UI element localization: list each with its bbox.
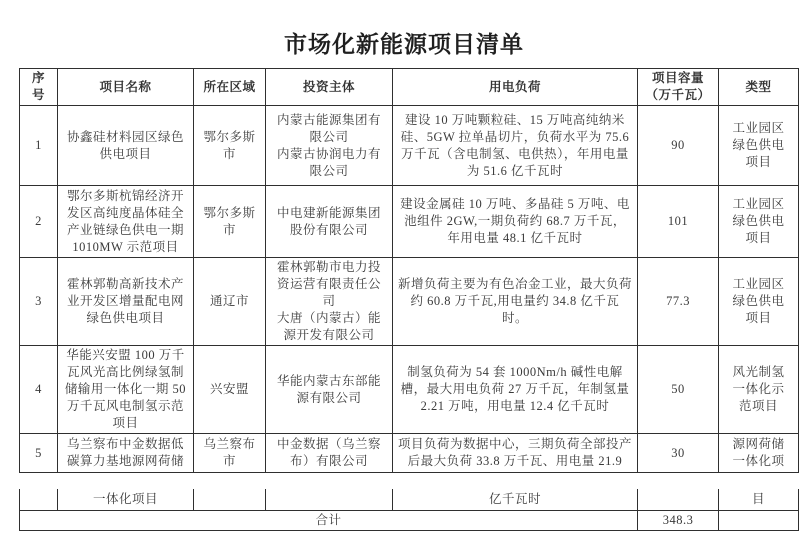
investor-name: 内蒙古协润电力有限公司 — [276, 146, 381, 178]
col-header-project-name: 项目名称 — [58, 69, 194, 106]
cell-region: 鄂尔多斯市 — [194, 186, 266, 258]
total-row — [20, 510, 799, 530]
cell-load: 建设金属硅 10 万吨、多晶硅 5 万吨、电池组件 2GW,一期负荷约 68.7 万千瓦，年用电量 48.1 亿千瓦时 — [393, 186, 638, 258]
cell-seq: 4 — [20, 346, 58, 434]
cell-region: 乌兰察布市 — [194, 434, 266, 473]
investor-name: 中金数据（乌兰察布）有限公司 — [276, 437, 381, 468]
continuation-row — [20, 489, 799, 510]
cell-load: 建设 10 万吨颗粒硅、15 万吨高纯纳米硅、5GW 拉单晶切片，负荷水平为 75.6 万千瓦（含电制氢、电供热），年用电量为 51.6 亿千瓦时 — [393, 106, 638, 186]
cell-load: 新增负荷主要为有色冶金工业，最大负荷约 60.8 万千瓦,用电量约 34.8 亿千瓦时。 — [393, 258, 638, 346]
col-header-investor: 投资主体 — [266, 69, 393, 106]
cell-region-empty — [194, 489, 266, 510]
total-capacity-cell: 348.3 — [638, 510, 719, 530]
cell-seq: 3 — [20, 258, 58, 346]
cell-capacity-empty — [638, 489, 719, 510]
cell-investor — [266, 346, 393, 434]
col-header-region: 所在区域 — [194, 69, 266, 106]
cell-capacity: 101 — [638, 186, 719, 258]
cell-capacity: 50 — [638, 346, 719, 434]
page-title: 市场化新能源项目清单 — [284, 31, 524, 57]
cell-type: 风光制氢一体化示范项目 — [719, 346, 799, 434]
cell-load-continued: 亿千瓦时 — [393, 489, 638, 510]
cell-region: 鄂尔多斯市 — [194, 106, 266, 186]
investor-name: 华能内蒙古东部能源有限公司 — [276, 373, 381, 405]
cell-project-name-continued: 一体化项目 — [58, 489, 194, 510]
investor-name: 内蒙古能源集团有限公司 — [276, 112, 381, 144]
cell-seq: 1 — [20, 106, 58, 186]
table-row — [20, 258, 799, 346]
cell-region: 通辽市 — [194, 258, 266, 346]
table-row — [20, 346, 799, 434]
cell-investor-empty — [266, 489, 393, 510]
cell-type: 工业园区绿色供电项目 — [719, 258, 799, 346]
cell-seq-empty — [20, 489, 58, 510]
investor-name: 霍林郭勒市电力投资运营有限责任公司 — [276, 260, 381, 308]
cell-seq: 5 — [20, 434, 58, 473]
cell-type: 工业园区绿色供电项目 — [719, 186, 799, 258]
cell-investor — [266, 434, 393, 473]
col-header-capacity: 项目容量（万千瓦） — [638, 69, 719, 106]
cell-project-name: 鄂尔多斯杭锦经济开发区高纯度晶体硅全产业链绿色供电一期 1010MW 示范项目 — [58, 186, 194, 258]
table-row — [20, 186, 799, 258]
cell-project-name: 乌兰察布中金数据低碳算力基地源网荷储 — [58, 434, 194, 473]
cell-seq: 2 — [20, 186, 58, 258]
cell-project-name: 霍林郭勒高新技术产业开发区增量配电网绿色供电项目 — [58, 258, 194, 346]
table-row — [20, 106, 799, 186]
cell-capacity: 77.3 — [638, 258, 719, 346]
cell-capacity: 90 — [638, 106, 719, 186]
cell-type: 工业园区绿色供电项目 — [719, 106, 799, 186]
cell-type-continued: 目 — [719, 489, 799, 510]
projects-table-continuation — [19, 489, 799, 531]
cell-type: 源网荷储一体化项 — [719, 434, 799, 473]
projects-table — [19, 68, 799, 473]
header-row — [20, 69, 799, 106]
col-header-type: 类型 — [719, 69, 799, 106]
cell-project-name: 华能兴安盟 100 万千瓦风光高比例绿氢制储输用一体化一期 50 万千瓦风电制氢示范项目 — [58, 346, 194, 434]
col-header-seq-label: 序号 — [31, 71, 45, 102]
cell-load: 项目负荷为数据中心，三期负荷全部投产后最大负荷 33.8 万千瓦、用电量 21.9 — [393, 434, 638, 473]
total-type-empty-cell — [719, 510, 799, 530]
cell-region: 兴安盟 — [194, 346, 266, 434]
col-header-seq — [20, 69, 58, 106]
table-row — [20, 434, 799, 473]
investor-name: 中电建新能源集团股份有限公司 — [276, 205, 381, 237]
cell-capacity: 30 — [638, 434, 719, 473]
cell-investor — [266, 106, 393, 186]
total-label-cell: 合计 — [20, 510, 638, 530]
cell-project-name: 协鑫硅材料园区绿色供电项目 — [58, 106, 194, 186]
cell-load: 制氢负荷为 54 套 1000Nm/h 碱性电解槽，最大用电负荷 27 万千瓦，年制氢量 2.21 万吨，用电量 12.4 亿千瓦时 — [393, 346, 638, 434]
cell-investor — [266, 258, 393, 346]
investor-name: 大唐（内蒙古）能源开发有限公司 — [276, 311, 381, 342]
cell-investor — [266, 186, 393, 258]
col-header-load: 用电负荷 — [393, 69, 638, 106]
